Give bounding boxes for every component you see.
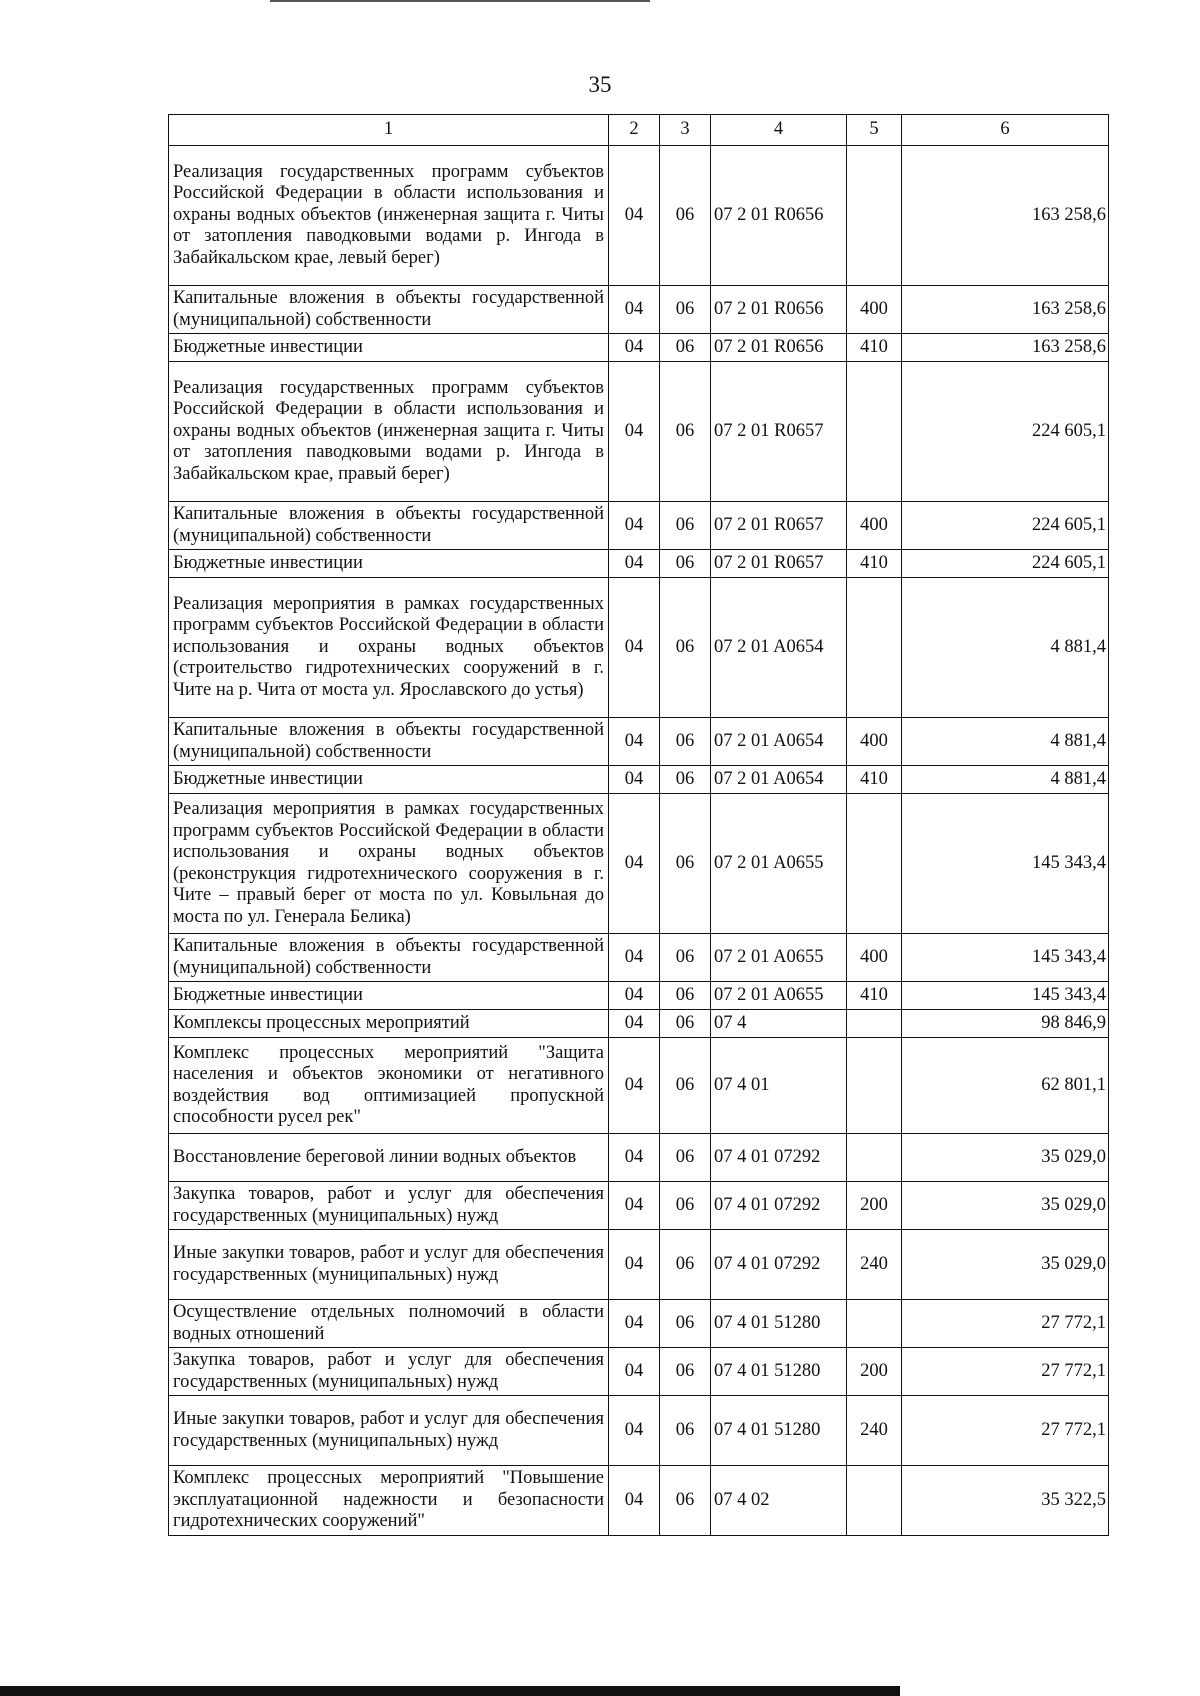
- cell-target-code: 07 2 01 A0654: [711, 718, 847, 766]
- cell-amount: 62 801,1: [902, 1038, 1109, 1134]
- cell-name: Реализация государственных программ субъектов Российской Федерации в области использования и охраны водных объектов (инженерная защита г. Читы от затопления паводковыми водами р. Ингода в Забайкальском крае, левый берег): [169, 146, 609, 286]
- scan-edge-bottom: [0, 1686, 900, 1696]
- cell-name: Иные закупки товаров, работ и услуг для обеспечения государственных (муниципальных) нужд: [169, 1396, 609, 1466]
- cell-subsection: 06: [660, 766, 711, 794]
- cell-target-code: 07 4 01 51280: [711, 1348, 847, 1396]
- cell-section: 04: [609, 578, 660, 718]
- cell-subsection: 06: [660, 1300, 711, 1348]
- cell-subsection: 06: [660, 1230, 711, 1300]
- cell-name: Закупка товаров, работ и услуг для обеспечения государственных (муниципальных) нужд: [169, 1182, 609, 1230]
- table-row: [169, 286, 1109, 334]
- cell-target-code: 07 4 01 07292: [711, 1182, 847, 1230]
- cell-name: Бюджетные инвестиции: [169, 550, 609, 578]
- cell-section: 04: [609, 286, 660, 334]
- table-row: [169, 1348, 1109, 1396]
- cell-expense-type: [847, 794, 902, 934]
- cell-target-code: 07 2 01 A0654: [711, 578, 847, 718]
- cell-subsection: 06: [660, 982, 711, 1010]
- cell-name: Осуществление отдельных полномочий в области водных отношений: [169, 1300, 609, 1348]
- table-row: [169, 1182, 1109, 1230]
- cell-target-code: 07 4 01 51280: [711, 1396, 847, 1466]
- cell-amount: 224 605,1: [902, 362, 1109, 502]
- cell-section: 04: [609, 1348, 660, 1396]
- table-row: [169, 766, 1109, 794]
- cell-subsection: 06: [660, 1010, 711, 1038]
- cell-amount: 163 258,6: [902, 146, 1109, 286]
- table-header-row: [169, 115, 1109, 146]
- cell-expense-type: 400: [847, 718, 902, 766]
- cell-section: 04: [609, 502, 660, 550]
- cell-subsection: 06: [660, 934, 711, 982]
- cell-target-code: 07 4 01 51280: [711, 1300, 847, 1348]
- cell-amount: 4 881,4: [902, 578, 1109, 718]
- table-row: [169, 578, 1109, 718]
- header-col-4: 4: [711, 115, 847, 146]
- cell-name: Восстановление береговой линии водных объектов: [169, 1134, 609, 1182]
- cell-expense-type: 200: [847, 1182, 902, 1230]
- table-row: [169, 146, 1109, 286]
- cell-expense-type: 200: [847, 1348, 902, 1396]
- cell-expense-type: 410: [847, 766, 902, 794]
- cell-section: 04: [609, 1466, 660, 1536]
- cell-section: 04: [609, 794, 660, 934]
- cell-target-code: 07 4: [711, 1010, 847, 1038]
- budget-table: [168, 114, 1109, 1536]
- table-row: [169, 550, 1109, 578]
- cell-expense-type: 240: [847, 1230, 902, 1300]
- cell-amount: 145 343,4: [902, 982, 1109, 1010]
- header-col-3: 3: [660, 115, 711, 146]
- cell-amount: 145 343,4: [902, 794, 1109, 934]
- cell-target-code: 07 2 01 R0656: [711, 286, 847, 334]
- cell-name: Капитальные вложения в объекты государственной (муниципальной) собственности: [169, 934, 609, 982]
- cell-section: 04: [609, 334, 660, 362]
- header-col-1: 1: [169, 115, 609, 146]
- cell-section: 04: [609, 982, 660, 1010]
- cell-target-code: 07 2 01 R0656: [711, 334, 847, 362]
- cell-expense-type: [847, 1466, 902, 1536]
- table-row: [169, 1300, 1109, 1348]
- cell-subsection: 06: [660, 362, 711, 502]
- cell-subsection: 06: [660, 794, 711, 934]
- cell-name: Бюджетные инвестиции: [169, 334, 609, 362]
- cell-subsection: 06: [660, 1348, 711, 1396]
- cell-target-code: 07 2 01 A0655: [711, 934, 847, 982]
- cell-amount: 4 881,4: [902, 718, 1109, 766]
- cell-amount: 27 772,1: [902, 1348, 1109, 1396]
- cell-expense-type: 400: [847, 934, 902, 982]
- table-row: [169, 1010, 1109, 1038]
- cell-name: Иные закупки товаров, работ и услуг для обеспечения государственных (муниципальных) нужд: [169, 1230, 609, 1300]
- cell-expense-type: [847, 578, 902, 718]
- cell-amount: 4 881,4: [902, 766, 1109, 794]
- cell-amount: 35 029,0: [902, 1182, 1109, 1230]
- cell-subsection: 06: [660, 718, 711, 766]
- cell-name: Капитальные вложения в объекты государственной (муниципальной) собственности: [169, 502, 609, 550]
- cell-amount: 35 029,0: [902, 1230, 1109, 1300]
- cell-expense-type: [847, 1134, 902, 1182]
- cell-target-code: 07 2 01 R0656: [711, 146, 847, 286]
- cell-section: 04: [609, 934, 660, 982]
- scan-edge-top: [270, 0, 650, 2]
- cell-subsection: 06: [660, 286, 711, 334]
- cell-subsection: 06: [660, 1466, 711, 1536]
- cell-amount: 163 258,6: [902, 334, 1109, 362]
- cell-section: 04: [609, 1182, 660, 1230]
- cell-target-code: 07 2 01 R0657: [711, 502, 847, 550]
- cell-name: Комплекс процессных мероприятий "Повышение эксплуатационной надежности и безопасности гидротехнических сооружений": [169, 1466, 609, 1536]
- cell-section: 04: [609, 1038, 660, 1134]
- cell-section: 04: [609, 766, 660, 794]
- cell-name: Бюджетные инвестиции: [169, 766, 609, 794]
- table-row: [169, 1466, 1109, 1536]
- cell-expense-type: 410: [847, 334, 902, 362]
- cell-section: 04: [609, 1396, 660, 1466]
- cell-name: Комплекс процессных мероприятий "Защита населения и объектов экономики от негативного воздействия вод оптимизацией пропускной способности русел рек": [169, 1038, 609, 1134]
- cell-expense-type: [847, 1038, 902, 1134]
- table-row: [169, 794, 1109, 934]
- cell-amount: 224 605,1: [902, 550, 1109, 578]
- cell-section: 04: [609, 718, 660, 766]
- cell-section: 04: [609, 1134, 660, 1182]
- cell-expense-type: 400: [847, 502, 902, 550]
- table-body: [169, 115, 1109, 1536]
- cell-subsection: 06: [660, 1038, 711, 1134]
- cell-section: 04: [609, 1010, 660, 1038]
- header-col-5: 5: [847, 115, 902, 146]
- cell-subsection: 06: [660, 1134, 711, 1182]
- cell-target-code: 07 4 01: [711, 1038, 847, 1134]
- table-row: [169, 502, 1109, 550]
- cell-expense-type: 410: [847, 982, 902, 1010]
- cell-target-code: 07 2 01 R0657: [711, 550, 847, 578]
- table-row: [169, 1230, 1109, 1300]
- cell-expense-type: [847, 146, 902, 286]
- cell-name: Реализация государственных программ субъектов Российской Федерации в области использования и охраны водных объектов (инженерная защита г. Читы от затопления паводковыми водами р. Ингода в Забайкальском крае, правый берег): [169, 362, 609, 502]
- cell-section: 04: [609, 146, 660, 286]
- header-col-6: 6: [902, 115, 1109, 146]
- cell-amount: 35 029,0: [902, 1134, 1109, 1182]
- cell-expense-type: [847, 1300, 902, 1348]
- cell-section: 04: [609, 362, 660, 502]
- cell-subsection: 06: [660, 1182, 711, 1230]
- cell-name: Реализация мероприятия в рамках государственных программ субъектов Российской Федерации в области использования и охраны водных объектов (реконструкция гидротехнического сооружения в г. Чите – правый берег от моста по ул. Ковыльная до моста по ул. Генерала Белика): [169, 794, 609, 934]
- cell-target-code: 07 4 01 07292: [711, 1230, 847, 1300]
- cell-amount: 145 343,4: [902, 934, 1109, 982]
- table-row: [169, 718, 1109, 766]
- cell-section: 04: [609, 550, 660, 578]
- cell-amount: 163 258,6: [902, 286, 1109, 334]
- table-row: [169, 1038, 1109, 1134]
- cell-subsection: 06: [660, 334, 711, 362]
- cell-expense-type: [847, 1010, 902, 1038]
- cell-expense-type: 240: [847, 1396, 902, 1466]
- cell-expense-type: [847, 362, 902, 502]
- cell-name: Капитальные вложения в объекты государственной (муниципальной) собственности: [169, 718, 609, 766]
- cell-amount: 224 605,1: [902, 502, 1109, 550]
- cell-name: Бюджетные инвестиции: [169, 982, 609, 1010]
- cell-subsection: 06: [660, 146, 711, 286]
- cell-amount: 27 772,1: [902, 1300, 1109, 1348]
- cell-expense-type: 400: [847, 286, 902, 334]
- cell-name: Закупка товаров, работ и услуг для обеспечения государственных (муниципальных) нужд: [169, 1348, 609, 1396]
- table-row: [169, 1134, 1109, 1182]
- cell-name: Капитальные вложения в объекты государственной (муниципальной) собственности: [169, 286, 609, 334]
- cell-amount: 35 322,5: [902, 1466, 1109, 1536]
- cell-expense-type: 410: [847, 550, 902, 578]
- table-row: [169, 982, 1109, 1010]
- cell-amount: 27 772,1: [902, 1396, 1109, 1466]
- cell-subsection: 06: [660, 502, 711, 550]
- cell-section: 04: [609, 1300, 660, 1348]
- cell-target-code: 07 2 01 A0655: [711, 794, 847, 934]
- page-number: 35: [588, 72, 612, 97]
- cell-target-code: 07 2 01 A0655: [711, 982, 847, 1010]
- cell-target-code: 07 4 01 07292: [711, 1134, 847, 1182]
- cell-subsection: 06: [660, 550, 711, 578]
- cell-section: 04: [609, 1230, 660, 1300]
- cell-target-code: 07 2 01 A0654: [711, 766, 847, 794]
- cell-name: Комплексы процессных мероприятий: [169, 1010, 609, 1038]
- table-row: [169, 934, 1109, 982]
- cell-subsection: 06: [660, 1396, 711, 1466]
- cell-target-code: 07 4 02: [711, 1466, 847, 1536]
- cell-target-code: 07 2 01 R0657: [711, 362, 847, 502]
- cell-name: Реализация мероприятия в рамках государственных программ субъектов Российской Федерации в области использования и охраны водных объектов (строительство гидротехнических сооружений в г. Чите на р. Чита от моста ул. Ярославского до устья): [169, 578, 609, 718]
- table-row: [169, 334, 1109, 362]
- header-col-2: 2: [609, 115, 660, 146]
- table-row: [169, 1396, 1109, 1466]
- table-row: [169, 362, 1109, 502]
- cell-amount: 98 846,9: [902, 1010, 1109, 1038]
- cell-subsection: 06: [660, 578, 711, 718]
